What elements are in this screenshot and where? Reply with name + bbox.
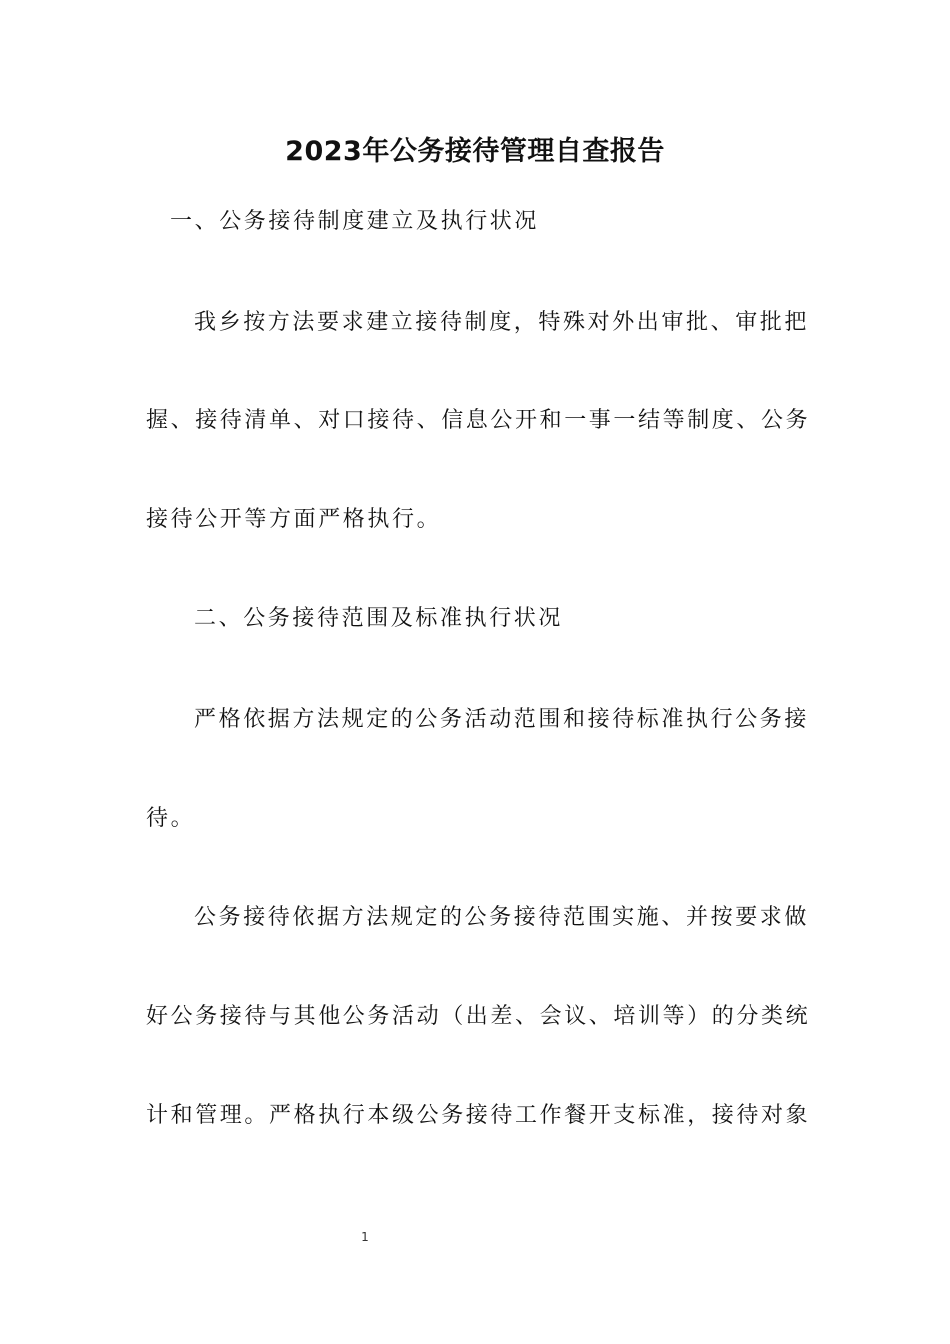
paragraph-line: 握、接待清单、对口接待、信息公开和一事一结等制度、公务: [146, 408, 811, 433]
paragraph-line: 公务接待依据方法规定的公务接待范围实施、并按要求做: [194, 905, 810, 930]
section-heading-2: 二、公务接待范围及标准执行状况: [194, 606, 564, 631]
paragraph-line: 我乡按方法要求建立接待制度，特殊对外出审批、审批把: [194, 310, 810, 335]
paragraph-line: 好公务接待与其他公务活动（出差、会议、培训等）的分类统: [146, 1004, 811, 1029]
page-number: 1: [361, 1230, 369, 1244]
paragraph-line: 计和管理。严格执行本级公务接待工作餐开支标准，接待对象: [146, 1103, 811, 1128]
paragraph-line: 严格依据方法规定的公务活动范围和接待标准执行公务接: [194, 707, 810, 732]
section-heading-1: 一、公务接待制度建立及执行状况: [170, 209, 540, 234]
document-title: 2023年公务接待管理自查报告: [285, 136, 665, 167]
paragraph-line: 待。: [146, 806, 196, 831]
paragraph-line: 接待公开等方面严格执行。: [146, 507, 442, 532]
